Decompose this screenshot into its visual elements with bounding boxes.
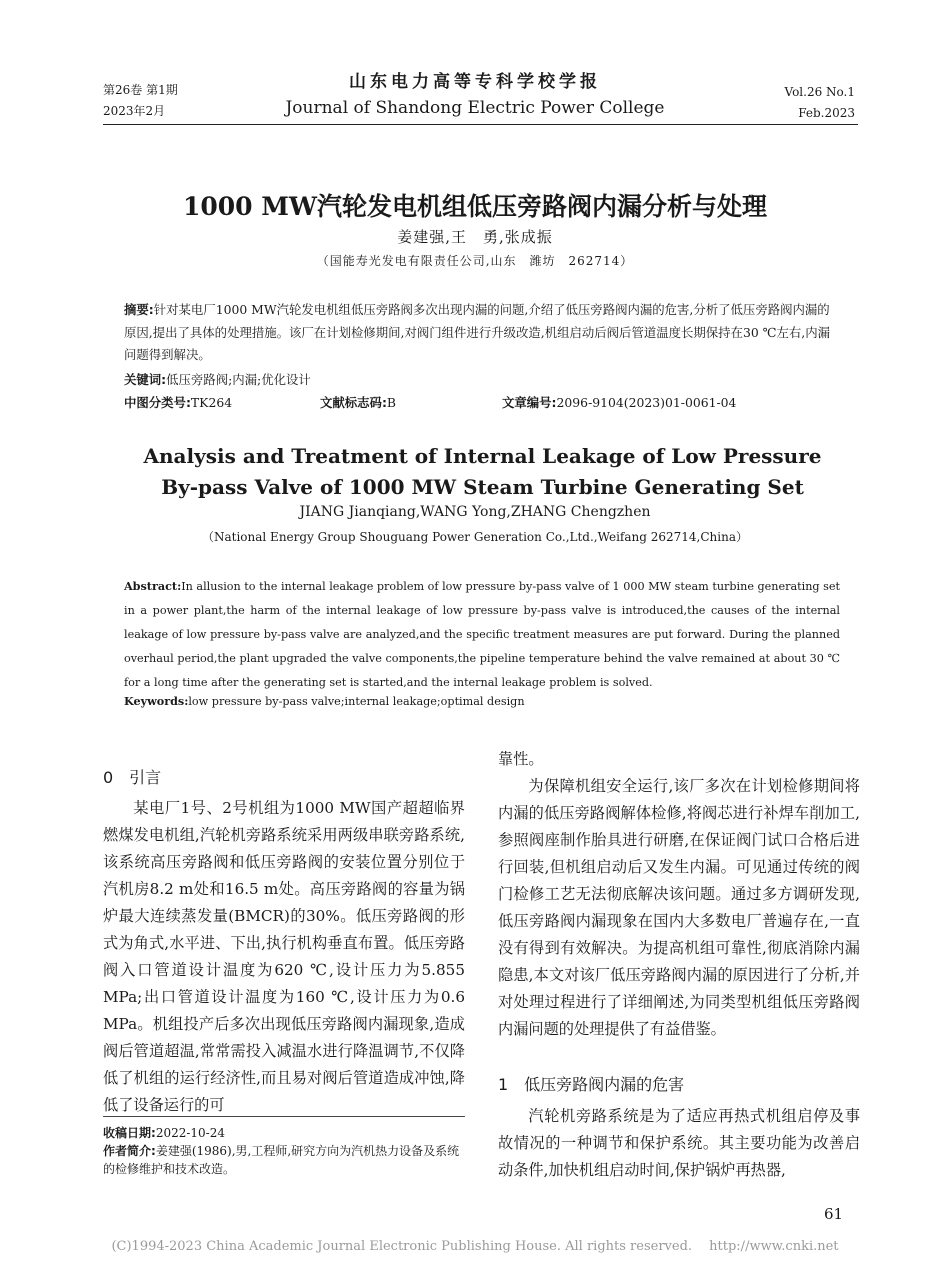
doc-value: B xyxy=(386,395,397,410)
document-code xyxy=(320,392,396,414)
keywords-cn-text: 低压旁路阀;内漏;优化设计 xyxy=(166,372,311,387)
authors-cn: 姜建强,王 勇,张成振 xyxy=(397,228,553,246)
right-column-section-1 xyxy=(498,1103,860,1184)
left-column xyxy=(103,795,465,1119)
keywords-en-text: low pressure by-pass valve;internal leakage;optimal design xyxy=(188,695,525,708)
author-bio xyxy=(103,1142,465,1178)
keywords-cn-label: 关键词: xyxy=(124,372,167,387)
affiliation-cn: （国能寿光发电有限责任公司,山东 潍坊 262714） xyxy=(316,254,634,268)
doc-label: 文献标志码: xyxy=(320,395,387,410)
abstract-en-label: Abstract: xyxy=(124,579,182,593)
clc-value: TK264 xyxy=(190,395,233,410)
abstract-en-text: In allusion to the internal leakage problem of low pressure by-pass valve of 1 000 MW steam turbine generating set in a power plant,the harm of the internal leakage of low pressure by-pass valve is introduced,the causes of the internal leakage of low pressure by-pass valve are analyzed,and the specific treatment measures are put forward. During the planned overhaul period,the plant upgraded the valve components,the pipeline temperature behind the valve remained at about 30 ℃ for a long time after the generating set is started,and the internal leakage problem is solved. xyxy=(124,580,840,689)
header-issue-cn xyxy=(103,80,178,122)
authors-en: JIANG Jianqiang,WANG Yong,ZHANG Chengzhen xyxy=(299,504,651,520)
section-0-paragraph-2: 为保障机组安全运行,该厂多次在计划检修期间将内漏的低压旁路阀解体检修,将阀芯进行补焊车削加工,参照阀座制作胎具进行研磨,在保证阀门试口合格后进行回装,但机组启动后又发生内漏。可见通过传统的阀门检修工艺无法彻底解决该问题。通过多方调研发现,低压旁路阀内漏现象在国内大多数电厂普遍存在,一直没有得到有效解决。为提高机组可靠性,彻底消除内漏隐患,本文对该厂低压旁路阀内漏的原因进行了分析,并对处理过程进行了详细阐述,为同类型机组低压旁路阀内漏问题的处理提供了有益借鉴。 xyxy=(498,777,860,1038)
clc-label: 中图分类号: xyxy=(124,395,191,410)
copyright-notice: (C)1994-2023 China Academic Journal Electronic Publishing House. All rights reserved. http://www.cnki.net xyxy=(111,1239,839,1254)
footnote-rule xyxy=(103,1116,465,1117)
received-value: 2022-10-24 xyxy=(155,1126,225,1140)
affiliation-en: （National Energy Group Shouguang Power Generation Co.,Ltd.,Weifang 262714,China） xyxy=(201,530,748,544)
section-1-paragraph-1: 汽轮机旁路系统是为了适应再热式机组启停及事故情况的一种调节和保护系统。其主要功能为改善启动条件,加快机组启动时间,保护锅炉再热器, xyxy=(498,1107,860,1179)
article-number xyxy=(502,392,736,414)
footnote xyxy=(103,1124,465,1178)
header-issue-en xyxy=(785,82,856,124)
section-0-paragraph-1-continued: 靠性。 xyxy=(498,750,544,768)
abstract-cn-label: 摘要: xyxy=(124,302,154,317)
abstract-en xyxy=(124,574,840,695)
author-bio-text: 姜建强(1986),男,工程师,研究方向为汽机热力设备及系统的检修维护和技术改造。 xyxy=(103,1144,460,1176)
received-date xyxy=(103,1124,465,1142)
date-cn: 2023年2月 xyxy=(103,104,166,118)
section-0-heading: 0 引言 xyxy=(103,768,162,787)
keywords-en-label: Keywords: xyxy=(124,694,189,708)
journal-name-en: Journal of Shandong Electric Power College xyxy=(285,98,665,118)
right-column xyxy=(498,746,860,1043)
section-1-heading: 1 低压旁路阀内漏的危害 xyxy=(498,1075,685,1094)
abstract-cn-text: 针对某电厂1000 MW汽轮发电机组低压旁路阀多次出现内漏的问题,介绍了低压旁路阀内漏的危害,分析了低压旁路阀内漏的原因,提出了具体的处理措施。该厂在计划检修期间,对阀门组件进行升级改造,机组启动后阀后管道温度长期保持在30 ℃左右,内漏问题得到解决。 xyxy=(124,302,831,362)
title-cn: 1000 MW汽轮发电机组低压旁路阀内漏分析与处理 xyxy=(182,192,768,221)
keywords-en xyxy=(124,689,525,714)
section-0-paragraph-1: 某电厂1号、2号机组为1000 MW国产超超临界燃煤发电机组,汽轮机旁路系统采用两级串联旁路系统,该系统高压旁路阀和低压旁路阀的安装位置分别位于汽机房8.2 m处和16.5 m处。高压旁路阀的容量为锅炉最大连续蒸发量(BMCR)的30%。低压旁路阀的形式为角式,水平进、下出,执行机构垂直布置。低压旁路阀入口管道设计温度为620 ℃,设计压力为5.855 MPa;出口管道设计温度为160 ℃,设计压力为0.6 MPa。机组投产后多次出现低压旁路阀内漏现象,造成阀后管道超温,常常需投入减温水进行降温调节,不仅降低了机组的运行经济性,而且易对阀后管道造成冲蚀,降低了设备运行的可 xyxy=(103,799,465,1114)
page-number: 61 xyxy=(824,1205,844,1223)
title-en-line1: Analysis and Treatment of Internal Leakage of Low Pressure xyxy=(143,444,822,468)
keywords-cn xyxy=(124,369,311,391)
article-value: 2096-9104(2023)01-0061-04 xyxy=(556,395,737,410)
title-en-line2: By-pass Valve of 1000 MW Steam Turbine Generating Set xyxy=(161,475,804,499)
article-label: 文章编号: xyxy=(502,395,557,410)
journal-name-cn: 山东电力高等专科学校学报 xyxy=(349,72,601,92)
journal-name xyxy=(250,70,700,122)
header-rule xyxy=(103,124,858,125)
issue-en: Vol.26 No.1 xyxy=(784,85,855,99)
clc-number xyxy=(124,392,232,414)
abstract-cn xyxy=(124,299,840,367)
author-bio-label: 作者简介: xyxy=(103,1144,156,1158)
date-en: Feb.2023 xyxy=(798,106,855,120)
issue-cn: 第26卷 第1期 xyxy=(103,83,178,97)
received-label: 收稿日期: xyxy=(103,1126,156,1140)
title-en xyxy=(100,441,865,503)
